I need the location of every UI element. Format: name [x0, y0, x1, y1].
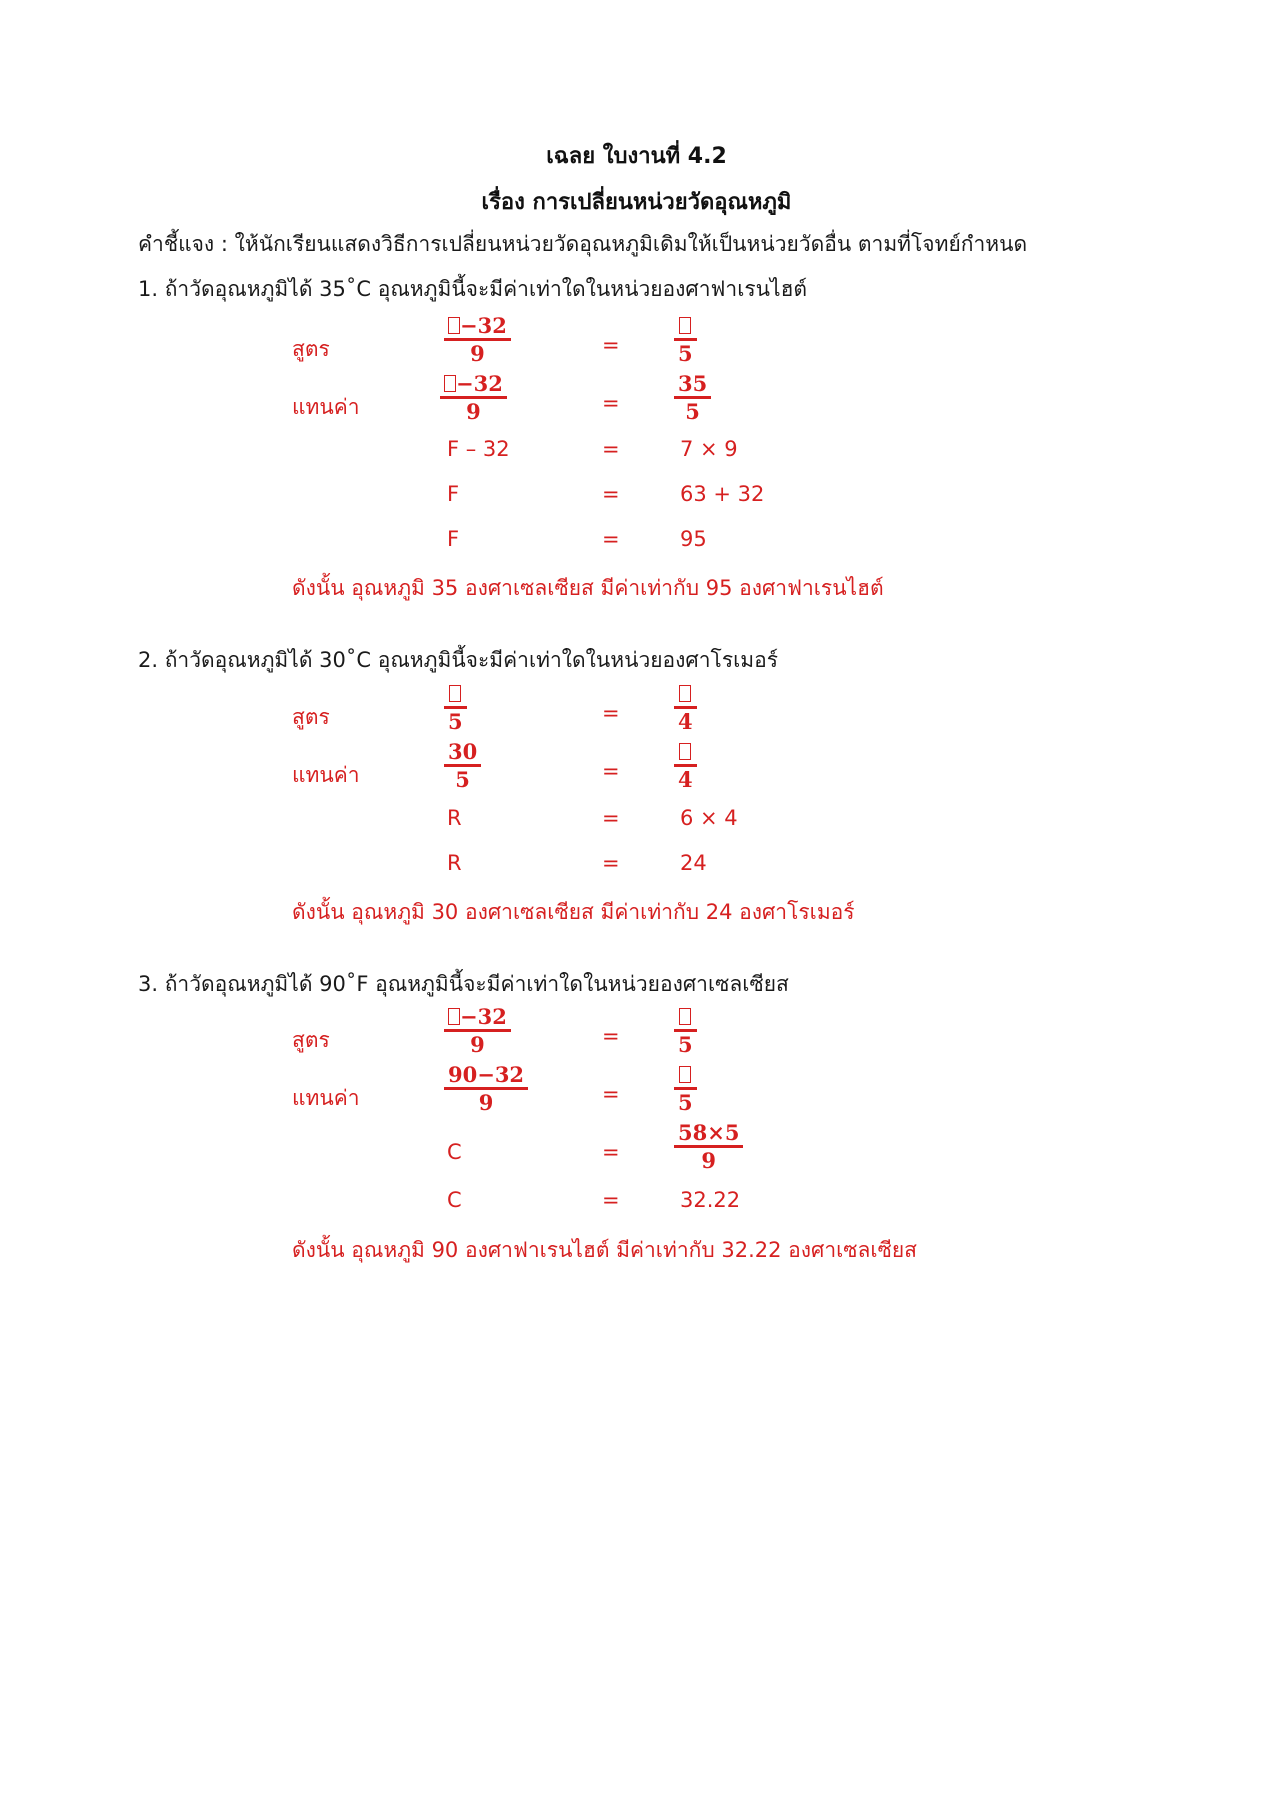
q2-step2-equals: =	[602, 851, 620, 875]
q2-step2-right: 24	[680, 851, 707, 875]
q3-step1-left: C	[447, 1140, 462, 1164]
q3-substitute-left-fraction	[444, 1063, 528, 1116]
q2-formula-label: สูตร	[292, 705, 330, 729]
q3-step2-left: C	[447, 1188, 462, 1212]
q2-formula-left-denominator: 5	[448, 709, 463, 734]
q1-substitute-left-fraction	[440, 372, 507, 425]
q1-formula-right-fraction	[674, 314, 697, 367]
placeholder-box-icon	[679, 1066, 691, 1083]
question-3: 3. ถ้าวัดอุณหภูมิได้ 90˚F อุณหภูมินี้จะมีค่าเท่าใดในหน่วยองศาเซลเซียส	[138, 972, 789, 996]
q2-step1-left: R	[447, 806, 462, 830]
q1-formula-left-fraction	[444, 314, 511, 367]
placeholder-box-icon	[449, 685, 461, 702]
q3-substitute-equals: =	[602, 1082, 620, 1106]
q2-substitute-equals: =	[602, 759, 620, 783]
q3-substitute-right-denominator: 5	[678, 1090, 693, 1115]
q2-substitute-right-denominator: 4	[678, 767, 693, 792]
q1-step1-equals: =	[602, 437, 620, 461]
q1-substitute-right-fraction	[674, 372, 711, 425]
q1-formula-left-denominator: 9	[470, 341, 485, 366]
q1-step3-left: F	[447, 527, 460, 551]
q2-formula-right-fraction	[674, 682, 697, 735]
question-1: 1. ถ้าวัดอุณหภูมิได้ 35˚C อุณหภูมินี้จะมีค่าเท่าใดในหน่วยองศาฟาเรนไฮต์	[138, 277, 808, 301]
question-2: 2. ถ้าวัดอุณหภูมิได้ 30˚C อุณหภูมินี้จะมีค่าเท่าใดในหน่วยองศาโรเมอร์	[138, 648, 779, 672]
placeholder-box-icon	[679, 685, 691, 702]
placeholder-box-icon	[679, 743, 691, 760]
instruction-text: คำชี้แจง : ให้นักเรียนแสดงวิธีการเปลี่ยนหน่วยวัดอุณหภูมิเดิมให้เป็นหน่วยวัดอื่น ตามที่โจทย์กำหนด	[138, 232, 1028, 256]
q2-step1-equals: =	[602, 806, 620, 830]
q3-step2-right: 32.22	[680, 1188, 741, 1212]
q2-conclusion: ดังนั้น อุณหภูมิ 30 องศาเซลเซียส มีค่าเท่ากับ 24 องศาโรเมอร์	[292, 900, 855, 924]
q2-formula-right-denominator: 4	[678, 709, 693, 734]
q2-substitute-left-denominator: 5	[455, 767, 470, 792]
q3-formula-left-fraction	[444, 1005, 511, 1058]
placeholder-box-icon	[448, 317, 460, 334]
q3-conclusion: ดังนั้น อุณหภูมิ 90 องศาฟาเรนไฮต์ มีค่าเท่ากับ 32.22 องศาเซลเซียส	[292, 1238, 917, 1262]
q1-formula-left-numerator: −32	[460, 313, 507, 338]
q1-substitute-right-numerator: 35	[678, 371, 708, 396]
placeholder-box-icon	[448, 1008, 460, 1025]
q1-substitute-right-denominator: 5	[685, 399, 700, 424]
placeholder-box-icon	[444, 375, 456, 392]
q3-step1-right-fraction	[674, 1121, 743, 1174]
q2-step1-right: 6 × 4	[680, 806, 738, 830]
q3-formula-left-denominator: 9	[470, 1032, 485, 1057]
q3-substitute-label: แทนค่า	[292, 1086, 360, 1110]
q1-step3-equals: =	[602, 527, 620, 551]
q3-step1-right-numerator: 58×5	[678, 1120, 740, 1145]
page-title: เฉลย ใบงานที่ 4.2	[546, 144, 727, 169]
q1-step2-right: 63 + 32	[680, 482, 765, 506]
q3-formula-label: สูตร	[292, 1028, 330, 1052]
q3-formula-left-numerator: −32	[460, 1004, 507, 1029]
q2-formula-left-fraction	[444, 682, 467, 735]
q3-step1-right-denominator: 9	[701, 1148, 717, 1173]
q1-formula-label: สูตร	[292, 337, 330, 361]
q2-substitute-left-fraction	[444, 740, 481, 793]
q2-substitute-left-numerator: 30	[448, 739, 478, 764]
q1-step2-equals: =	[602, 482, 620, 506]
q1-formula-right-denominator: 5	[678, 341, 693, 366]
q1-substitute-left-denominator: 9	[466, 399, 481, 424]
q3-formula-right-fraction	[674, 1005, 697, 1058]
q2-formula-equals: =	[602, 701, 620, 725]
q2-substitute-label: แทนค่า	[292, 763, 360, 787]
q3-step2-equals: =	[602, 1188, 620, 1212]
q1-conclusion: ดังนั้น อุณหภูมิ 35 องศาเซลเซียส มีค่าเท่ากับ 95 องศาฟาเรนไฮต์	[292, 576, 884, 600]
q1-step1-right: 7 × 9	[680, 437, 738, 461]
q3-step1-equals: =	[602, 1140, 620, 1164]
q3-substitute-left-numerator: 90−32	[448, 1062, 525, 1087]
placeholder-box-icon	[679, 1008, 691, 1025]
q3-formula-equals: =	[602, 1024, 620, 1048]
page-subtitle: เรื่อง การเปลี่ยนหน่วยวัดอุณหภูมิ	[481, 190, 792, 215]
q3-substitute-left-denominator: 9	[478, 1090, 494, 1115]
q1-step1-left: F – 32	[447, 437, 510, 461]
q1-step3-right: 95	[680, 527, 707, 551]
q1-substitute-equals: =	[602, 391, 620, 415]
placeholder-box-icon	[679, 317, 691, 334]
q1-formula-equals: =	[602, 333, 620, 357]
q1-substitute-left-numerator: −32	[456, 371, 503, 396]
q2-step2-left: R	[447, 851, 462, 875]
q1-substitute-label: แทนค่า	[292, 395, 360, 419]
q1-step2-left: F	[447, 482, 460, 506]
q3-substitute-right-fraction	[674, 1063, 697, 1116]
q3-formula-right-denominator: 5	[678, 1032, 693, 1057]
q2-substitute-right-fraction	[674, 740, 697, 793]
